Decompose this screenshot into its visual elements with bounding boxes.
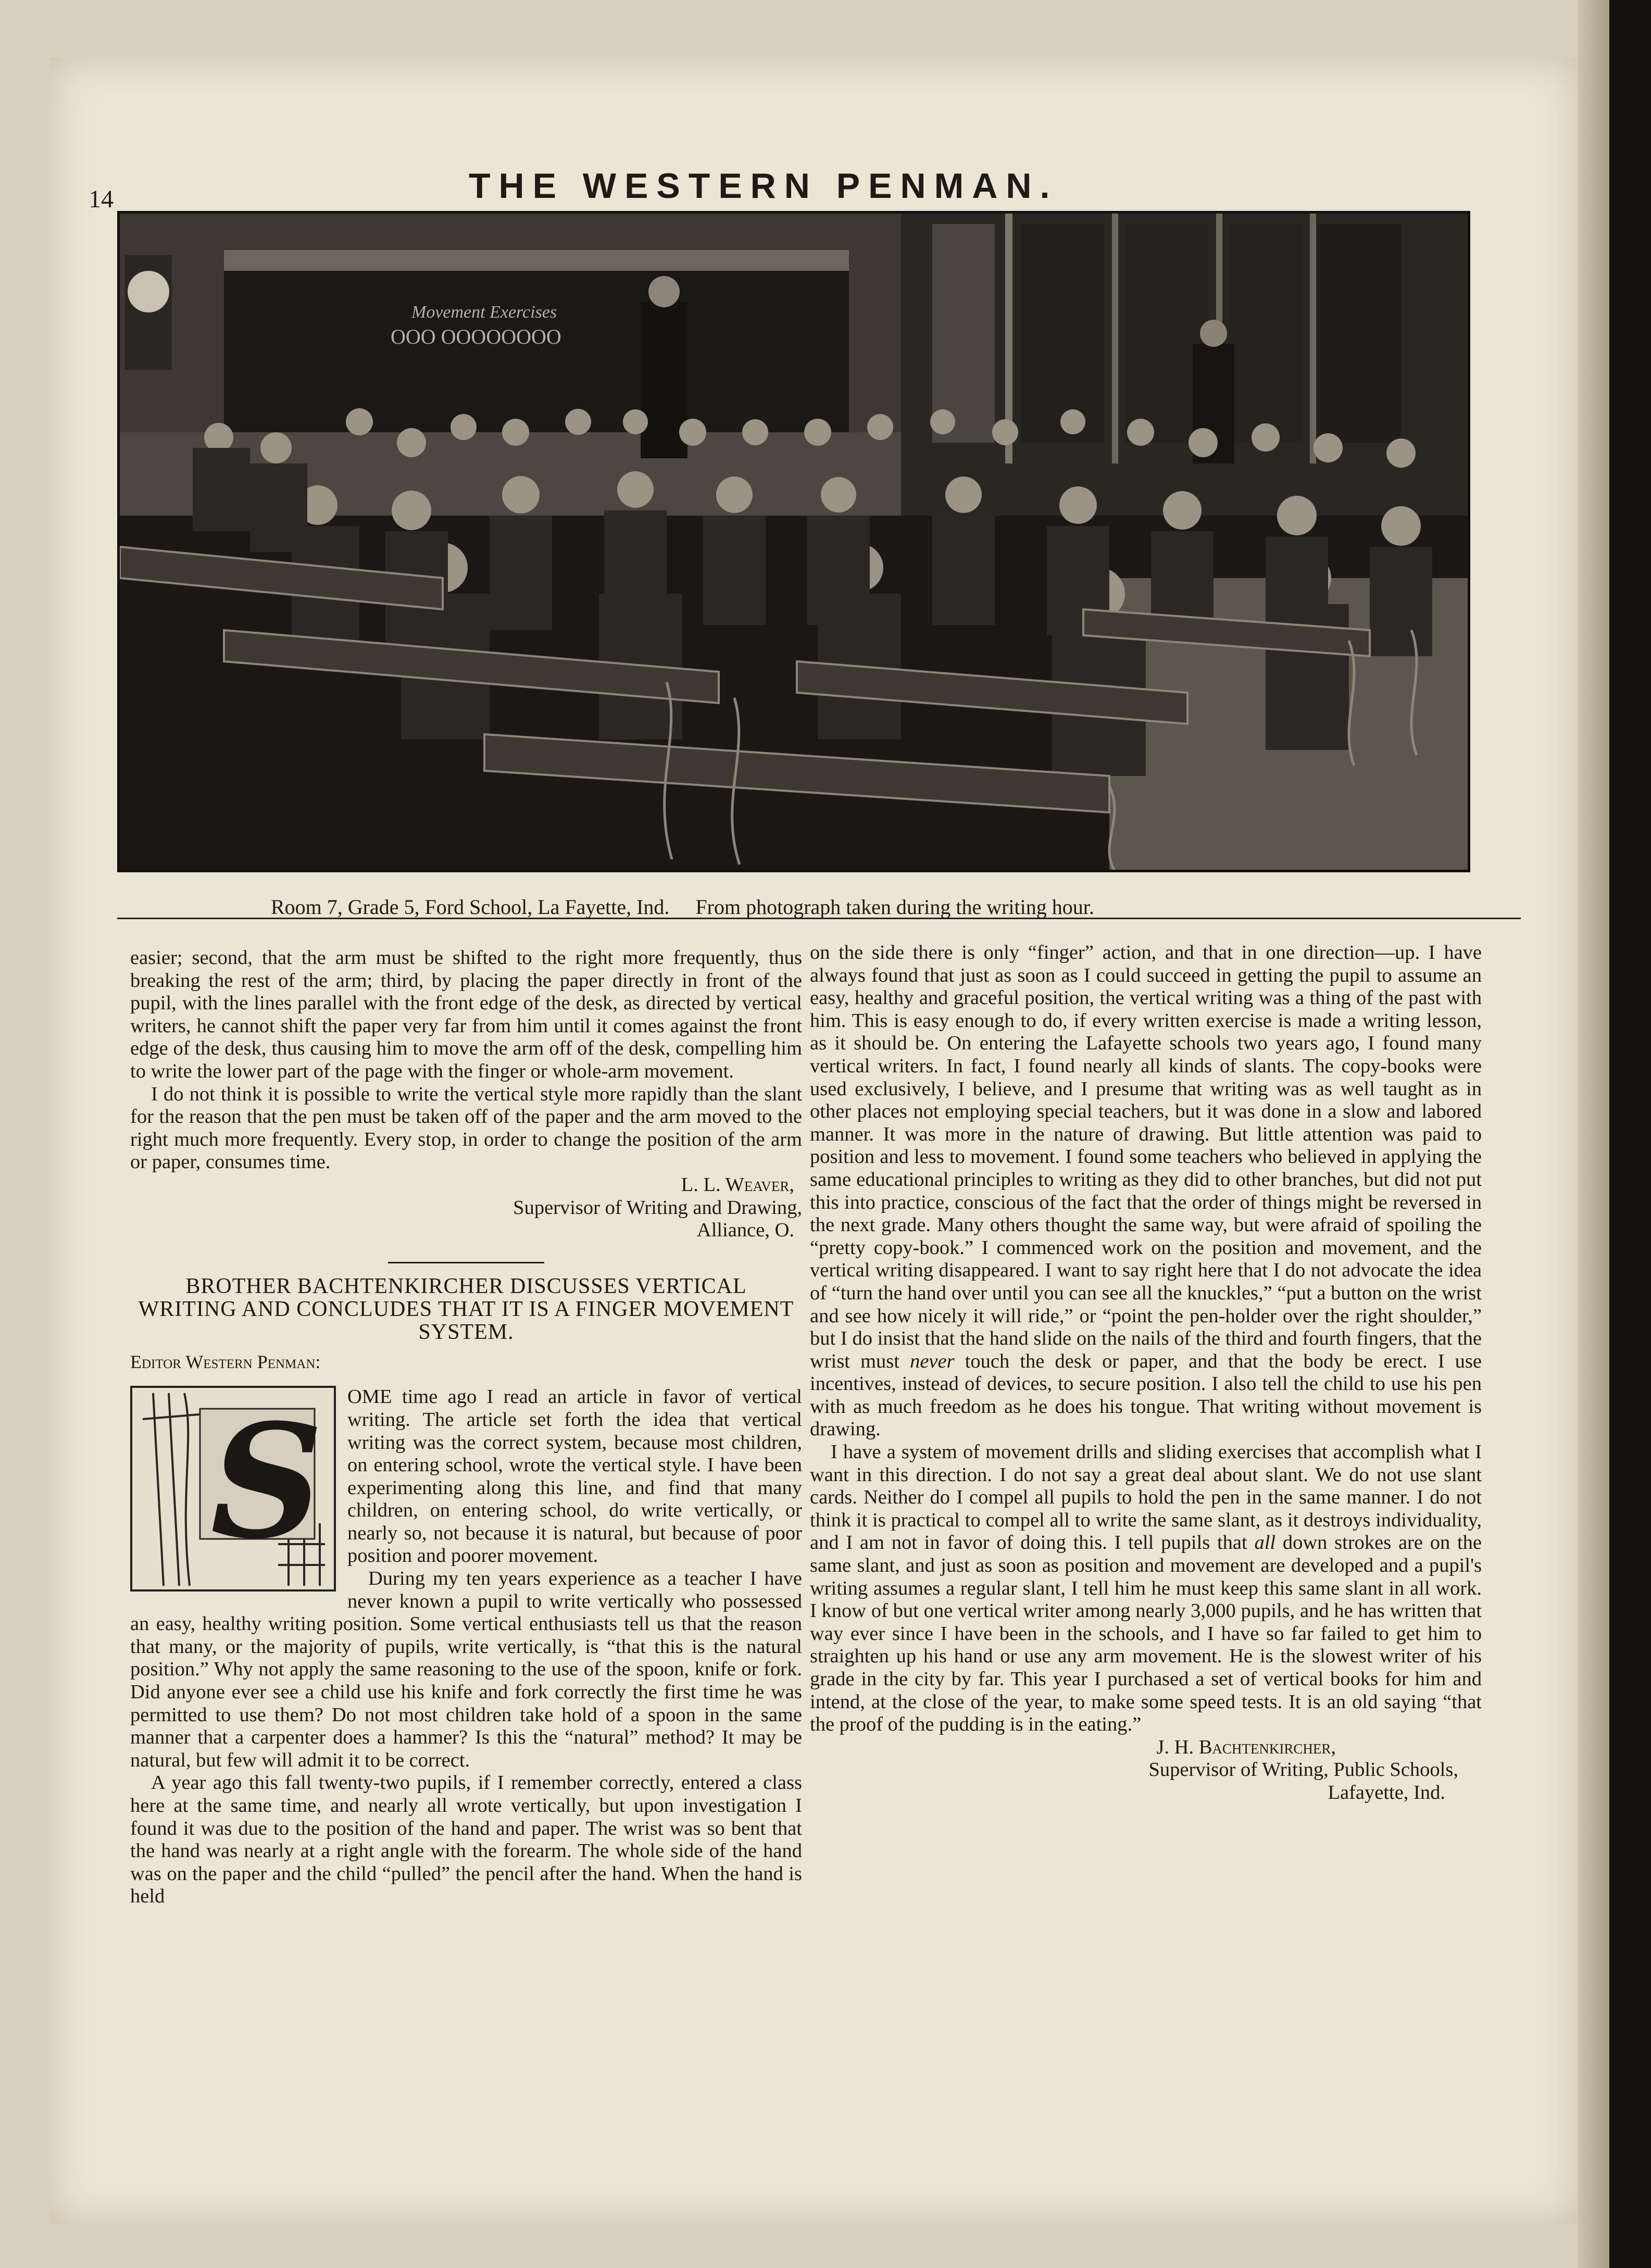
text-run: touch the desk or paper, and that the body be erect. I use incentives, instead of devices, to secure position. I also tell the child to use his pen with as much freedom as he does his tongue. That writing without movement is drawing. [810,1350,1482,1440]
signature-name: L. L. Weaver, [681,1173,794,1196]
caption-left: Room 7, Grade 5, Ford School, La Fayette, Ind. [271,895,670,919]
salutation: Editor Western Penman: [130,1351,321,1372]
signature-title: Supervisor of Writing and Drawing, [513,1196,802,1219]
paragraph [810,942,1482,1441]
emphasis: all [1254,1532,1276,1554]
article-headline: BROTHER BACHTENKIRCHER DISCUSSES VERTICAL WRITING AND CONCLUDES THAT IT IS A FINGER MOVEMENT SYSTEM. [138,1274,794,1344]
text-run: down strokes are on the same slant, and just as soon as position and movement are developed and a pupil's writing assumes a regular slant, I tell him he must keep this same slant in all work. I know of but one vertical writer among nearly 3,000 pupils, and he has written that way ever since I have been in the schools, and I have so far failed to get him to straighten up his hand or use any arm movement. He is the slowest writer of his grade in the city by far. This year I purchased a set of vertical books for him and intend, at the close of the year, to make some speed tests. It is an old saying “that the proof of the pudding is in the eating.” [810,1532,1482,1736]
section-divider [388,1262,544,1263]
paragraph: A year ago this fall twenty-two pupils, if I remember correctly, entered a class here at the same time, and nearly all wrote vertically, but upon investigation I found it was due to the position of the hand and paper. The wrist was so bent that the hand was nearly at a right angle with the forearm. The whole side of the hand was on the paper and the child “pulled” the pencil after the hand. When the hand is held [130,1772,802,1908]
emphasis: never [910,1350,955,1372]
initial-letter: S [210,1389,323,1574]
decorative-initial [130,1386,336,1592]
page-edge [1578,0,1609,2268]
classroom-photograph [117,211,1470,872]
svg-text:Movement Exercises: Movement Exercises [411,303,557,322]
signature-name: J. H. Bachtenkircher, [1156,1736,1336,1758]
page-number: 14 [89,185,114,213]
signature-place: Lafayette, Ind. [1328,1781,1445,1803]
text-run: on the side there is only “finger” action, and that in one direction—up. I have always found that just as soon as I could succeed in getting the pupil to assume an easy, healthy and graceful position, the vertical writing was a thing of the past with him. This is easy enough to do, if every written exercise is made a writing lesson, as it should be. On entering the Lafayette schools two years ago, I found many vertical writers. In fact, I found nearly all kinds of slants. The copy-books were used exclusively, I believe, and I presume that writing was as well taught as in other places not employing special teachers, but it was done in a slow and labored manner. It was more in the nature of drawing. But little attention was paid to position and less to movement. I found some teachers who believed in applying the same educational principles to writing as they did to other branches, but did not put this into practice, conscious of the fact that the order of things might be reversed in the next grade. Many others thought the same way, but were afraid of spoiling the “pretty copy-book.” I commenced work on the position and movement, and the vertical writing disappeared. I want to say right here that I do not advocate the idea of “turn the hand over until you can see all the knuckles,” “put a button on the wrist and see how nicely it will ride,” or “point the pen-holder over the right shoulder,” but I do insist that the hand slide on the nails of the third and fourth fingers, that the wrist must [810,942,1482,1372]
paragraph [810,1441,1482,1736]
paragraph: easier; second, that the arm must be shifted to the right more frequently, thus breaking the rest of the arm; third, by placing the paper directly in front of the pupil, with the lines parallel with the front edge of the desk, as directed by vertical writers, he cannot shift the paper very far from him until it comes against the front edge of the desk, thus causing him to move the arm off of the desk, compelling him to write the lower part of the page with the finger or whole-arm movement. [130,947,802,1082]
photo-illustration [120,214,1469,871]
paragraph: I do not think it is possible to write the vertical style more rapidly than the slant for the reason that the pen must be taken off of the paper and the arm moved to the right much more frequently. Every stop, in order to change the position of the arm or paper, consumes time. [130,1083,802,1173]
signature-title: Supervisor of Writing, Public Schools, [1148,1759,1458,1781]
left-column [130,947,802,1908]
running-title: THE WESTERN PENMAN. [469,166,1058,206]
book-binding [1609,0,1651,2268]
paragraph: During my ten years experience as a teacher I have never known a pupil to write vertically who possessed an easy, healthy writing position. Some vertical enthusiasts tell us that the reason that many, or the majority of pupils, write vertically, is “that this is the natural position.” Why not apply the same reasoning to the use of the spoon, knife or fork. Did anyone ever see a child use his knife and fork correctly the first time he was permitted to use them? Do not most children take hold of a spoon in the same manner that a carpenter does a hammer? Is this the “natural” method? It may be natural, but few will admit it to be correct. [130,1568,802,1771]
signature-place: Alliance, O. [696,1219,794,1242]
photo-caption [271,895,1094,919]
right-column [810,942,1482,1805]
paragraph: OME time ago I read an article in favor of vertical writing. The article set forth the idea that vertical writing was the correct system, because most children, on entering school, wrote the vertical style. I have been experimenting along this line, and find that many children, on entering school, do write vertically, or nearly so, not because it is natural, but because of poor position and poorer movement. [347,1386,802,1567]
svg-text:OOO OOOOOOOO: OOO OOOOOOOO [391,325,561,348]
text-run: I have a system of movement drills and sliding exercises that accomplish what I want in this direction. I do not say a great deal about slant. We do not use slant cards. Neither do I compel all pupils to hold the pen in the same manner. I do not think it is practical to compel all to write the same slant, as it destroys individuality, and I am not in favor of doing this. I tell pupils that [810,1441,1482,1554]
caption-rule [117,918,1521,919]
caption-right: From photograph taken during the writing hour. [695,895,1094,919]
